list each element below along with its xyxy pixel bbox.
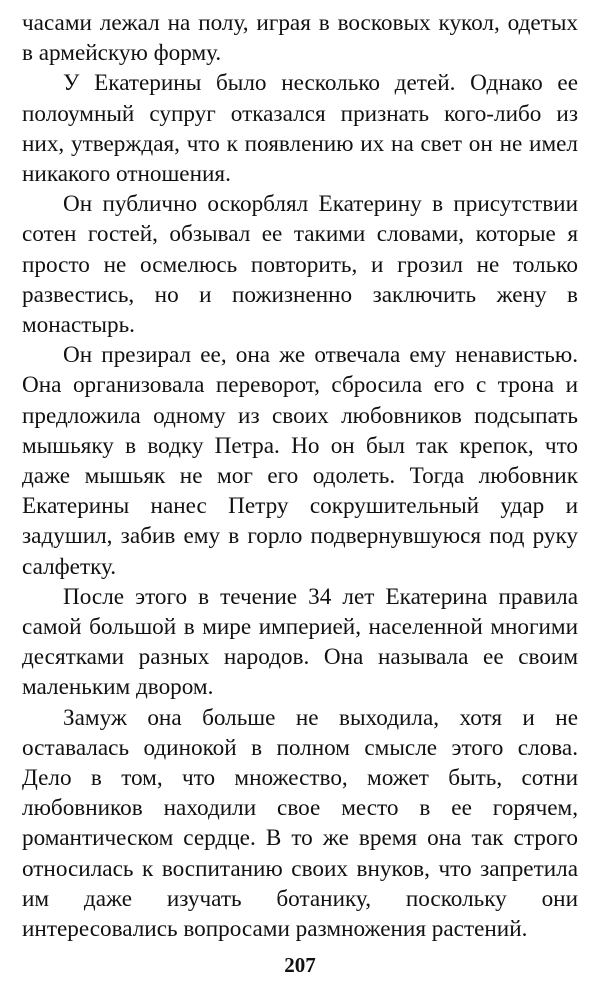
paragraph-reign: После этого в течение 34 лет Екатерина правила самой большой в мире империей, населенной многими десятками разных народов. Она называла ее своим маленьким двором. xyxy=(22,583,578,701)
paragraph-insults: Он публично оскорблял Екатерину в присутствии сотен гостей, обзывал ее такими словами, которые я просто не осмелюсь повторить, и грозил не только развестись, но и пожизненно заключить жену в монастырь. xyxy=(22,191,578,339)
paragraph-coup: Он презирал ее, она же отвечала ему ненавистью. Она организовала переворот, сбросила его с трона и предложила одному из своих любовников подсыпать мышьяку в водку Петра. Но он был так крепок, что даже мышьяк не мог его одолеть. Тогда любовник Екатерины нанес Петру сокрушительный удар и задушил, забив ему в горло подвернувшуюся под руку салфетку. xyxy=(22,342,578,580)
body-text xyxy=(22,8,578,944)
paragraph-continuation: часами лежал на полу, играя в восковых кукол, одетых в армейскую форму. xyxy=(22,10,578,67)
paragraph-lovers: Замуж она больше не выходила, хотя и не оставалась одинокой в полном смысле этого слова. Дело в том, что множество, может быть, сотни любовников находили свое место в ее горячем, романтическом сердце. В то же время она так строго относилась к воспитанию своих внуков, что запретила им даже изучать ботанику, поскольку они интересовались вопросами размножения растений. xyxy=(22,704,578,943)
paragraph-children: У Екатерины было несколько детей. Однако ее полоумный супруг отказался признать кого-либо из них, утверждая, что к появлению их на свет он не имел никакого отношения. xyxy=(22,70,578,188)
page-number: 207 xyxy=(284,953,316,977)
